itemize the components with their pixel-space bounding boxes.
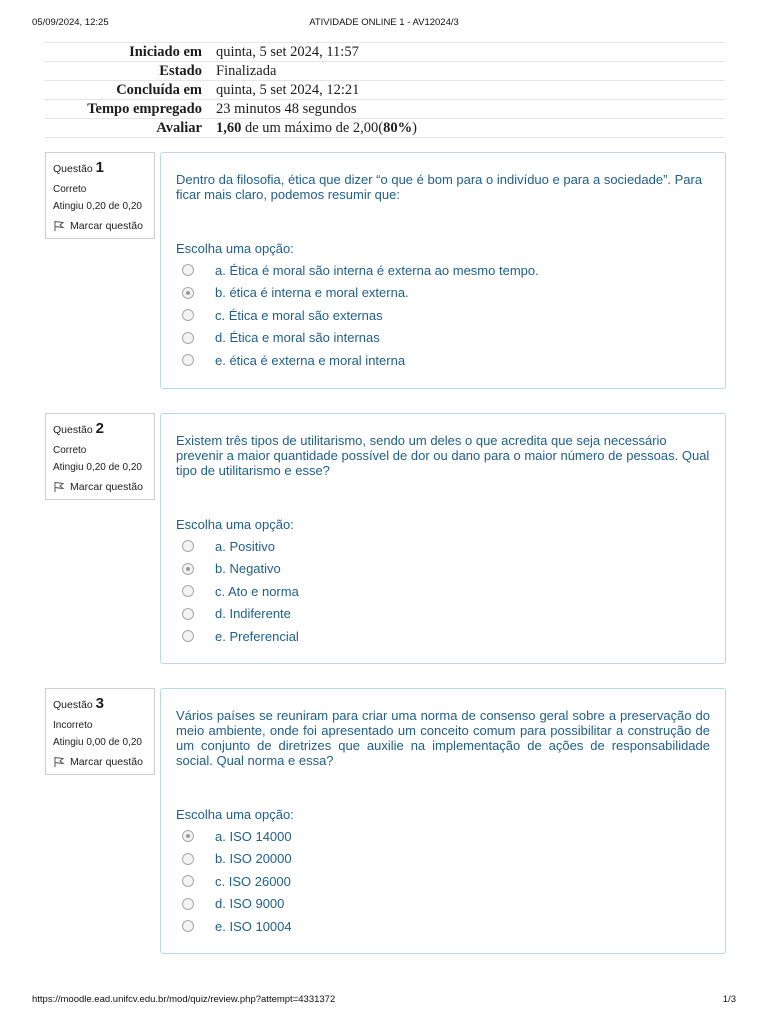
radio-button[interactable]: [182, 264, 194, 276]
question-content-1: [160, 152, 726, 389]
summary-label: Iniciado em: [129, 44, 202, 60]
question-label: Questão: [53, 163, 93, 175]
radio-button[interactable]: [182, 608, 194, 620]
answer-option-label: a. ISO 14000: [215, 828, 292, 844]
summary-row-started: [44, 43, 725, 62]
question-info-2: [45, 413, 155, 500]
flag-icon: [53, 481, 65, 493]
question-number: [53, 420, 148, 437]
choose-option-prompt: Escolha uma opção:: [176, 517, 294, 532]
summary-value: quinta, 5 set 2024, 12:21: [216, 82, 360, 98]
answer-option[interactable]: [176, 603, 710, 626]
attempt-summary-table: [44, 42, 725, 138]
radio-button-selected[interactable]: [182, 563, 194, 575]
answer-option[interactable]: [176, 825, 710, 848]
radio-button-selected[interactable]: [182, 287, 194, 299]
radio-button[interactable]: [182, 898, 194, 910]
radio-button[interactable]: [182, 332, 194, 344]
question-label: Questão: [53, 699, 93, 711]
answer-option-label: b. ética é interna e moral externa.: [215, 285, 409, 301]
answer-option[interactable]: [176, 893, 710, 916]
answer-option[interactable]: [176, 625, 710, 648]
grade-percent: 80%: [383, 120, 413, 136]
question-text: Vários países se reuniram para criar uma norma de consenso geral sobre a preservação do meio ambiente, onde foi apresentado um conceito comum para possibilitar a construção de um conjunto de diretrizes que auxilie na implementação de ações de responsabilidade social. Qual norma e essa?: [176, 708, 710, 768]
radio-button[interactable]: [182, 540, 194, 552]
radio-button[interactable]: [182, 585, 194, 597]
answer-option[interactable]: [176, 870, 710, 893]
question-number: [53, 695, 148, 712]
question-label: Questão: [53, 424, 93, 436]
radio-button[interactable]: [182, 920, 194, 932]
print-title: ATIVIDADE ONLINE 1 - AV12024/3: [309, 17, 459, 28]
grade-text: de um máximo de 2,00(: [241, 120, 384, 136]
radio-button[interactable]: [182, 630, 194, 642]
answer-option-label: b. ISO 20000: [215, 851, 292, 867]
question-info-1: [45, 152, 155, 239]
question-grade: Atingiu 0,00 de 0,20: [53, 737, 142, 748]
flag-question-label: Marcar questão: [70, 756, 143, 768]
answer-option[interactable]: [176, 558, 710, 581]
question-grade: Atingiu 0,20 de 0,20: [53, 462, 142, 473]
answer-option[interactable]: [176, 304, 710, 327]
summary-value: Finalizada: [216, 63, 277, 79]
radio-button[interactable]: [182, 309, 194, 321]
summary-row-state: [44, 62, 725, 81]
radio-button[interactable]: [182, 354, 194, 366]
answer-option-label: a. Positivo: [215, 538, 275, 554]
answer-options: [176, 825, 710, 938]
answer-option-label: c. Ato e norma: [215, 583, 299, 599]
summary-label: Concluída em: [116, 82, 202, 98]
question-state: Correto: [53, 445, 87, 456]
answer-option-label: c. ISO 26000: [215, 873, 291, 889]
answer-option-label: a. Ética é moral são interna é externa ao mesmo tempo.: [215, 262, 539, 278]
grade-close: ): [412, 120, 417, 136]
flag-question-button[interactable]: [53, 756, 148, 768]
answer-option-label: d. Indiferente: [215, 606, 291, 622]
answer-options: [176, 535, 710, 648]
summary-row-grade: [44, 119, 725, 138]
answer-option[interactable]: [176, 327, 710, 350]
question-content-3: [160, 688, 726, 954]
choose-option-prompt: Escolha uma opção:: [176, 807, 294, 822]
grade-value: 1,60: [216, 120, 242, 136]
answer-option-label: e. Preferencial: [215, 628, 299, 644]
question-text: Existem três tipos de utilitarismo, sendo um deles o que acredita que seja necessário prevenir a maior quantidade possível de dor ou dano para o maior número de pessoas. Qual tipo de utilitarismo e esse?: [176, 433, 710, 478]
question-number-value: 2: [95, 420, 104, 437]
question-number-value: 3: [95, 695, 104, 712]
answer-option-label: e. ética é externa e moral interna: [215, 352, 406, 368]
summary-value: quinta, 5 set 2024, 11:57: [216, 44, 359, 60]
summary-label: Estado: [159, 63, 202, 79]
answer-option[interactable]: [176, 349, 710, 372]
answer-options: [176, 259, 710, 372]
summary-label: Tempo empregado: [87, 101, 202, 117]
flag-question-label: Marcar questão: [70, 220, 143, 232]
question-text: Dentro da filosofia, ética que dizer “o que é bom para o indivíduo e para a sociedade”. Para ficar mais claro, podemos resumir que:: [176, 172, 703, 202]
answer-option-label: d. ISO 9000: [215, 896, 285, 912]
print-header: [32, 17, 736, 31]
answer-option[interactable]: [176, 259, 710, 282]
radio-button-selected[interactable]: [182, 830, 194, 842]
print-footer: [32, 994, 736, 1006]
page-url: https://moodle.ead.unifcv.edu.br/mod/quiz/review.php?attempt=4331372: [32, 994, 336, 1005]
flag-question-button[interactable]: [53, 481, 148, 493]
question-content-2: [160, 413, 726, 664]
question-grade: Atingiu 0,20 de 0,20: [53, 201, 142, 212]
page-number: 1/3: [722, 994, 736, 1005]
question-state: Correto: [53, 184, 87, 195]
answer-option[interactable]: [176, 580, 710, 603]
choose-option-prompt: Escolha uma opção:: [176, 241, 294, 256]
flag-question-label: Marcar questão: [70, 481, 143, 493]
flag-icon: [53, 220, 65, 232]
answer-option[interactable]: [176, 848, 710, 871]
answer-option-label: e. ISO 10004: [215, 918, 292, 934]
question-number-value: 1: [95, 159, 104, 176]
answer-option[interactable]: [176, 282, 710, 305]
summary-label: Avaliar: [156, 120, 202, 136]
question-state: Incorreto: [53, 720, 93, 731]
answer-option[interactable]: [176, 915, 710, 938]
radio-button[interactable]: [182, 853, 194, 865]
flag-question-button[interactable]: [53, 220, 148, 232]
flag-icon: [53, 756, 65, 768]
summary-value: [216, 119, 725, 138]
summary-row-completed: [44, 81, 725, 100]
question-number: [53, 159, 148, 176]
answer-option-label: d. Ética e moral são internas: [215, 330, 380, 346]
summary-row-time-taken: [44, 100, 725, 119]
answer-option[interactable]: [176, 535, 710, 558]
question-info-3: [45, 688, 155, 775]
answer-option-label: c. Ética e moral são externas: [215, 307, 383, 323]
summary-value: 23 minutos 48 segundos: [216, 101, 357, 117]
answer-option-label: b. Negativo: [215, 561, 281, 577]
print-datetime: 05/09/2024, 12:25: [32, 17, 109, 28]
radio-button[interactable]: [182, 875, 194, 887]
